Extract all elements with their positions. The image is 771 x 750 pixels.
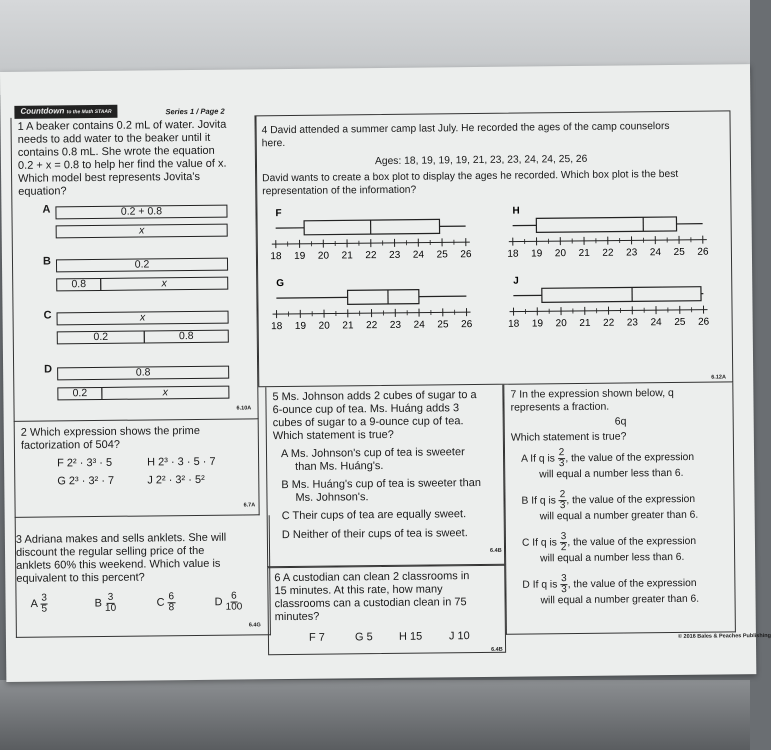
q6-line-2: 15 minutes. At this rate, how many [274,583,443,598]
q1-b-bottom-right-label: x [161,277,167,290]
q1-line-3: contains 0.8 mL. She wrote the equation [17,144,215,159]
q3-b-fraction [105,593,116,614]
plot-h-tick-label: 26 [697,246,709,258]
q6-line-4: minutes? [274,610,320,624]
q3-choice-d[interactable] [214,591,242,612]
q3-line-2: discount the regular selling price of the [15,544,205,559]
q1-a-top-bar [55,205,227,220]
q7-question: Which statement is true? [510,430,627,444]
q6-line-1: 6 A custodian can clean 2 classrooms in [274,570,470,585]
plot-g-tick-label: 26 [461,319,473,331]
q1-b-bottom-right [100,277,228,291]
question-3-cell [15,515,271,638]
q7-d-pre: If q is [532,579,558,591]
plot-j-box [542,287,701,303]
q3-d-letter: D [214,596,223,609]
plot-h-box [536,217,676,232]
q1-b-top-label: 0.2 [134,258,150,271]
q1-line-4: 0.2 + x = 0.8 to help her find the value of x. [17,157,227,172]
question-7-cell [503,382,736,634]
q7-c-post: , the value of the expression [567,535,697,549]
plot-f-tick-label: 23 [389,249,401,261]
q1-option-d-letter[interactable]: D [44,363,53,376]
plot-j-tick-label: 22 [603,317,615,329]
q5-line-3: cubes of sugar to a 9-ounce cup of tea. [272,415,464,430]
q6-choice-j[interactable]: J 10 [448,630,470,643]
q2-choice-g[interactable]: G 2³ · 3² · 7 [57,474,115,488]
plot-h-tick-label: 20 [554,248,567,260]
plot-f-tick-label: 25 [436,249,448,261]
plot-f-tick-label: 18 [270,251,282,263]
logo-text: Countdown [20,106,65,116]
q3-choice-a[interactable] [30,594,48,615]
q1-d-bottom-right [101,386,229,400]
plot-j-tick-label: 23 [626,317,639,329]
logo-subtext: to the Math STAAR [66,108,112,116]
q6-choice-f[interactable]: F 7 [308,631,325,644]
plot-j-tick-label: 24 [650,317,662,329]
q2-line-1: 2 Which expression shows the prime [20,424,200,439]
worksheet [0,64,771,682]
q7-b-num: 2 [559,489,566,501]
q3-a-fraction [40,594,48,615]
q3-c-fraction [167,592,175,613]
q1-c-bottom-left-label: 0.2 [93,330,109,344]
plot-j-tick-label: 18 [508,318,520,330]
q5-choice-d[interactable]: D Neither of their cups of tea is sweet. [281,527,468,542]
q5-line-2: 6-ounce cup of tea. Ms. Huáng adds 3 [272,402,460,417]
q3-a-letter: A [30,598,38,611]
plot-f-box [304,219,440,234]
plot-h-tick-label: 19 [531,248,543,260]
q1-c-bottom-right [144,330,229,344]
q3-d-fraction [225,591,242,612]
q1-option-a-letter[interactable]: A [42,203,51,216]
q1-b-top-bar [56,258,228,273]
q1-option-b-letter[interactable]: B [42,255,52,268]
q1-code: 6.10A [236,405,252,412]
plot-j-label: J [513,275,519,287]
q4-code: 6.12A [711,374,726,381]
q1-b-bottom-left-label: 0.8 [71,278,87,291]
plot-h-tick-label: 22 [602,247,614,259]
q1-d-bottom-right-label: x [162,386,169,399]
q1-line-6: equation? [18,185,67,198]
plot-g-tick-label: 19 [294,320,307,332]
plot-g-tick-label: 20 [318,320,330,332]
q2-choice-h[interactable]: H 2³ · 3 · 5 · 7 [147,455,216,469]
q1-a-bottom-label: x [138,224,145,237]
q4-prompt-2: representation of the information? [262,184,417,198]
q7-a-den: 3 [558,458,565,470]
q2-code: 6.7A [243,502,256,509]
plot-h-label: H [512,205,520,217]
q7-b-den: 3 [559,500,566,512]
q7-a-pre: If q is [530,453,555,465]
plot-h-tick-label: 24 [649,247,662,259]
q1-c-bottom-right-label: 0.8 [178,329,194,343]
series-label: Series 1 / Page 2 [165,106,225,117]
q3-line-4: equivalent to this percent? [16,571,145,585]
q7-c-num: 3 [560,531,567,543]
plot-f-label: F [275,208,282,220]
plot-h-tick-label: 25 [673,246,685,258]
q4-ages: Ages: 18, 19, 19, 19, 21, 23, 23, 24, 24, 25, 26 [374,153,588,168]
question-2-cell [14,419,260,518]
question-4-cell [255,110,733,387]
q7-a-post: , the value of the expression [565,451,695,465]
q1-d-bottom-left [57,387,102,400]
plot-g-tick-label: 18 [271,321,283,333]
q5-choice-b-2: Ms. Johnson's. [295,491,369,504]
q4-prompt-1: David wants to create a box plot to display the ages he recorded. Which box plot is the best [262,168,679,185]
q1-c-bottom-left [57,330,145,344]
q1-b-bottom-left [56,278,101,291]
q7-d-line2: will equal a number greater than 6. [540,593,700,607]
q7-expression: 6q [614,415,627,428]
q1-option-c-letter[interactable]: C [43,309,52,322]
q7-a-letter: A [521,453,528,465]
q7-a-num: 2 [558,447,565,459]
q6-code: 6.4B [491,646,503,653]
q6-choice-g[interactable]: G 5 [354,631,373,644]
copyright: © 2016 Bales & Peaches Publishing [677,632,771,640]
plot-h-tick-label: 23 [626,247,638,259]
q6-line-3: classrooms can a custodian clean in 75 [274,596,467,611]
plot-f-tick-label: 24 [412,249,425,261]
q1-c-top-bar [57,311,229,326]
q7-b-fraction [559,490,567,511]
q3-d-num: 6 [231,590,237,602]
q7-d-num: 3 [561,573,567,585]
q3-line-1: 3 Adriana makes and sells anklets. She will [15,531,227,546]
q7-a-line2: will equal a number less than 6. [539,467,684,481]
plot-g-tick-label: 21 [342,320,354,332]
q1-line-2: needs to add water to the beaker until it [17,131,211,146]
q3-b-letter: B [94,597,102,610]
q1-a-top-label: 0.2 + 0.8 [120,205,163,218]
plot-g-whisker-left [276,297,347,298]
plot-h-tick-label: 18 [507,248,519,260]
background-table [0,680,750,750]
q3-c-den: 8 [168,602,175,614]
plot-f-tick-label: 21 [341,250,353,262]
q4-line-2: here. [261,138,286,150]
plot-j-tick-label: 21 [579,317,591,329]
q3-a-den: 5 [41,603,48,615]
q3-c-num: 6 [168,591,175,603]
plot-h-tick-label: 21 [578,247,590,259]
plot-g-box [348,290,419,305]
question-1-cell [10,115,258,422]
q7-c-line2: will equal a number less than 6. [540,551,685,565]
plot-f-tick-label: 19 [294,250,306,262]
q5-choice-b-1[interactable]: B Ms. Huáng's cup of tea is sweeter than [281,476,481,492]
q7-b-letter: B [521,495,529,507]
q3-d-den: 100 [225,601,243,613]
q1-a-bottom-bar [56,224,228,239]
q1-d-top-label: 0.8 [135,366,151,379]
q3-c-letter: C [156,596,165,609]
q4-line-1: 4 David attended a summer camp last July. He recorded the ages of the camp counselors [261,120,670,137]
question-6-cell [267,565,506,655]
q5-line-4: Which statement is true? [272,428,394,443]
q1-line-1: 1 A beaker contains 0.2 mL of water. Jovita [17,118,227,133]
q3-code: 6.4G [248,622,261,629]
q7-d-den: 3 [561,584,567,596]
q1-line-5: Which model best represents Jovita's [18,170,201,185]
q3-line-3: anklets 60% this weekend. Which value is [16,557,221,572]
plot-j-tick-label: 19 [531,318,544,330]
q5-code: 6.4B [490,547,502,554]
plot-j-tick-label: 26 [698,316,710,328]
q1-d-top-bar [57,366,229,381]
q7-b-line2: will equal a number greater than 6. [539,509,699,523]
q5-choice-a-2: than Ms. Huáng's. [295,460,384,473]
plot-j-tick-label: 20 [555,318,567,330]
box-plots [257,193,734,388]
q5-choice-c[interactable]: C Their cups of tea are equally sweet. [281,508,467,523]
q7-line-1: 7 In the expression shown below, q [510,386,674,401]
q2-line-2: factorization of 504? [20,438,121,452]
q7-c-letter: C [521,537,530,549]
q5-line-1: 5 Ms. Johnson adds 2 cubes of sugar to a [272,389,477,404]
plot-j-tick-label: 25 [674,316,686,328]
plot-g-tick-label: 23 [389,319,402,331]
q3-b-num: 3 [107,591,114,603]
q7-c-den: 2 [560,542,567,554]
plot-g-tick-label: 25 [437,319,449,331]
q7-d-letter: D [522,579,530,591]
q2-choice-j[interactable]: J 2² · 3² · 5² [147,473,205,487]
q7-line-2: represents a fraction. [510,400,610,414]
plot-f-tick-label: 20 [317,250,330,262]
plot-g-tick-label: 24 [413,319,425,331]
q7-c-pre: If q is [532,537,557,549]
q7-b-post: , the value of the expression [566,493,696,507]
plot-g-tick-label: 22 [366,320,378,332]
q1-d-bottom-left-label: 0.2 [72,387,88,400]
plot-f-tick-label: 22 [365,250,377,262]
q3-a-num: 3 [41,592,47,604]
q3-b-den: 10 [104,602,117,614]
question-5-cell [265,385,505,567]
plot-g-label: G [276,278,285,290]
q1-c-top-label: x [139,311,146,324]
q2-choice-f[interactable]: F 2² · 3³ · 5 [57,456,113,470]
q5-choice-a-1[interactable]: A Ms. Johnson's cup of tea is sweeter [280,446,465,461]
plot-f-tick-label: 26 [460,249,472,261]
q7-b-pre: If q is [531,495,556,507]
q3-choice-c[interactable] [156,592,175,613]
q6-choice-h[interactable]: H 15 [398,630,423,643]
q7-d-post: , the value of the expression [567,577,697,591]
q3-choice-b[interactable] [94,593,116,614]
